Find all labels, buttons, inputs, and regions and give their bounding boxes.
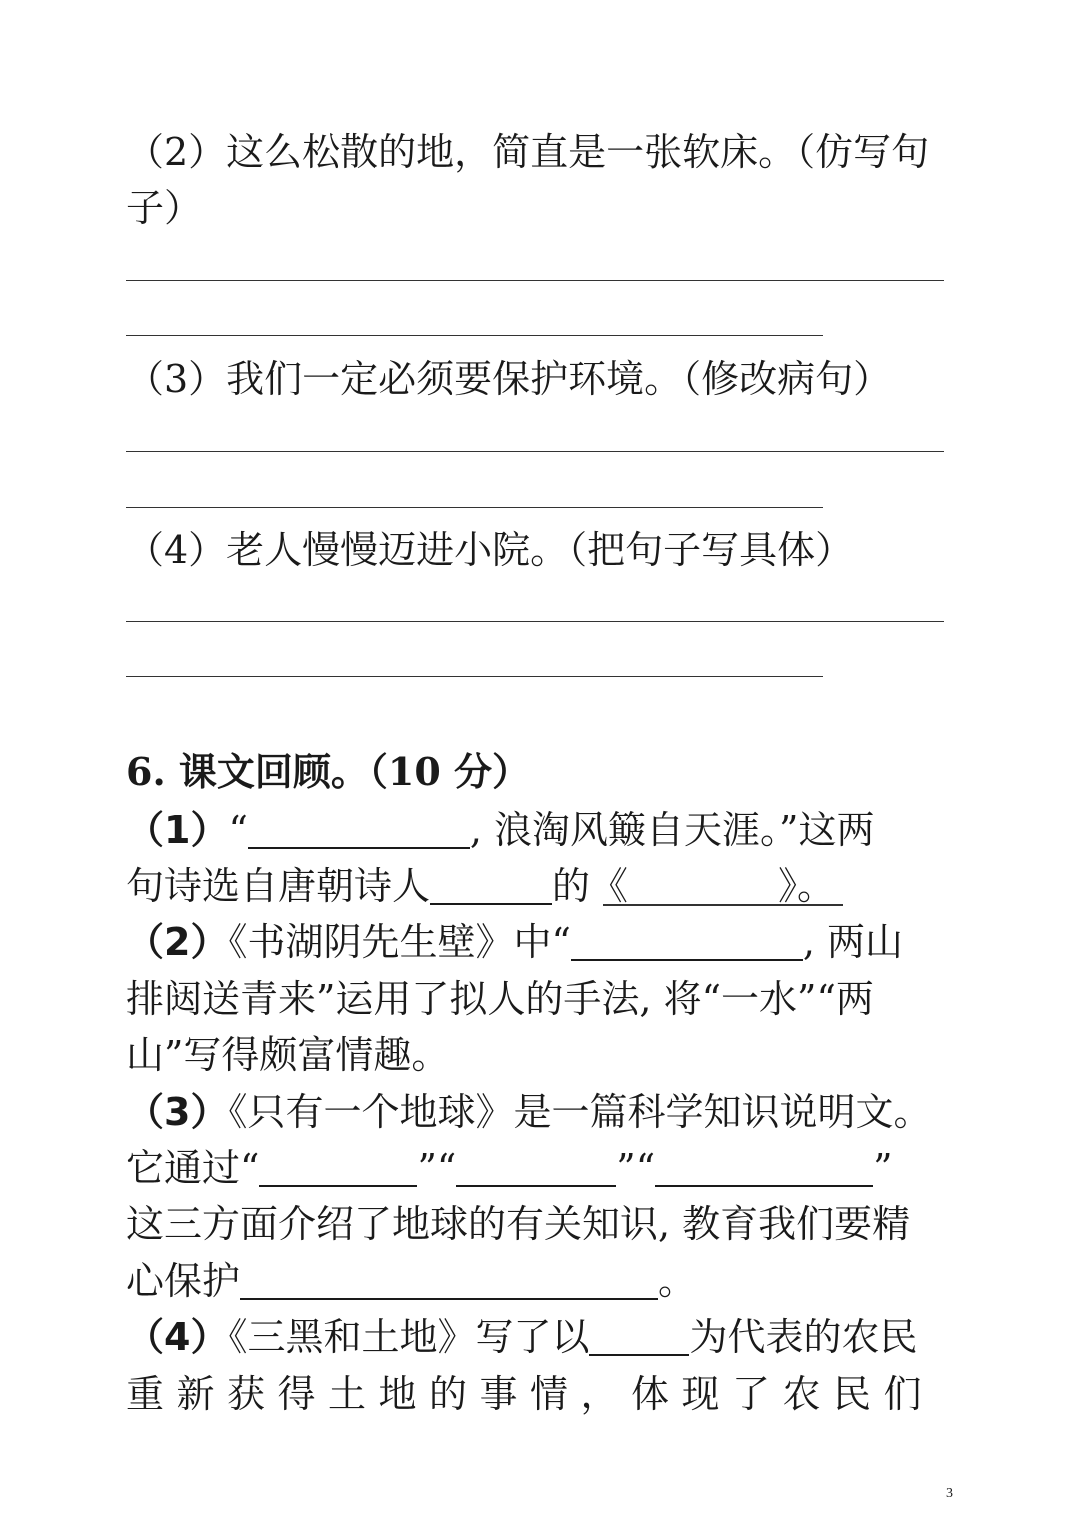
q4-answer-line-1[interactable]: [126, 621, 944, 622]
item-number: （1）: [126, 808, 229, 852]
review-4-line2: 重新获得土地的事情，体现了农民们: [126, 1372, 935, 1416]
q2-answer-line-1[interactable]: [126, 280, 944, 281]
fill-blank-representative[interactable]: [589, 1320, 689, 1356]
review-3-line3: 这三方面介绍了地球的有关知识, 教育我们要精: [126, 1202, 911, 1246]
section-6-title: 6. 课文回顾。（10 分）: [126, 749, 531, 794]
text: ”“: [616, 1146, 656, 1190]
review-3-line2: [126, 1145, 893, 1191]
q3-answer-line-1[interactable]: [126, 451, 944, 452]
review-2-line3: 山”写得颇富情趣。: [126, 1033, 450, 1077]
text: 。: [658, 1259, 697, 1303]
fill-blank-aspect-3[interactable]: [655, 1151, 873, 1187]
q3-answer-line-2[interactable]: [126, 507, 823, 508]
review-2-line1: [126, 919, 903, 965]
text: , 浪淘风簸自天涯。”这两: [469, 808, 875, 852]
item-number: （2）: [126, 920, 229, 964]
review-3-line4: [126, 1258, 696, 1304]
text: 的《: [552, 864, 629, 908]
poem-title-underline: [603, 904, 843, 906]
text: 它通过“: [126, 1146, 260, 1190]
review-4-line1: [126, 1314, 917, 1360]
q4-prompt: （4）老人慢慢迈进小院。（把句子写具体）: [126, 528, 854, 572]
review-1-line1: [126, 807, 874, 853]
text: ”“: [417, 1146, 457, 1190]
text: 为代表的农民: [689, 1315, 918, 1359]
text: “: [228, 808, 248, 852]
text: ”: [873, 1146, 893, 1190]
fill-blank-poem-line[interactable]: [248, 813, 470, 849]
q2-prompt-line2: 子）: [126, 186, 203, 230]
q2-prompt-line1: （2）这么松散的地，简直是一张软床。（仿写句: [126, 130, 930, 174]
q2-answer-line-2[interactable]: [126, 335, 823, 336]
text: 《只有一个地球》是一篇科学知识说明文。: [228, 1090, 932, 1134]
item-number: （4）: [126, 1315, 229, 1359]
page-number: 3: [946, 1486, 953, 1501]
q3-prompt: （3）我们一定必须要保护环境。（修改病句）: [126, 357, 892, 401]
text: , 两山: [802, 920, 904, 964]
fill-blank-poem-line[interactable]: [571, 925, 803, 961]
fill-blank-aspect-2[interactable]: [456, 1151, 616, 1187]
fill-blank-protect[interactable]: [240, 1264, 658, 1300]
text: 。: [797, 864, 836, 908]
fill-blank-poet[interactable]: [430, 869, 552, 905]
fill-blank-poem-title[interactable]: [628, 871, 778, 905]
text: 《三黑和土地》写了以: [228, 1315, 590, 1359]
text: 》: [778, 864, 798, 908]
fill-blank-aspect-1[interactable]: [259, 1151, 417, 1187]
q4-answer-line-2[interactable]: [126, 676, 823, 677]
text: 《书湖阴先生壁》中“: [228, 920, 571, 964]
item-number: （3）: [126, 1090, 229, 1134]
text: 心保护: [126, 1259, 241, 1303]
review-3-line1: [126, 1089, 931, 1135]
review-1-line2: [126, 863, 835, 909]
text: 句诗选自唐朝诗人: [126, 864, 431, 908]
review-2-line2: 排闼送青来”运用了拟人的手法, 将“一水”“两: [126, 977, 874, 1021]
